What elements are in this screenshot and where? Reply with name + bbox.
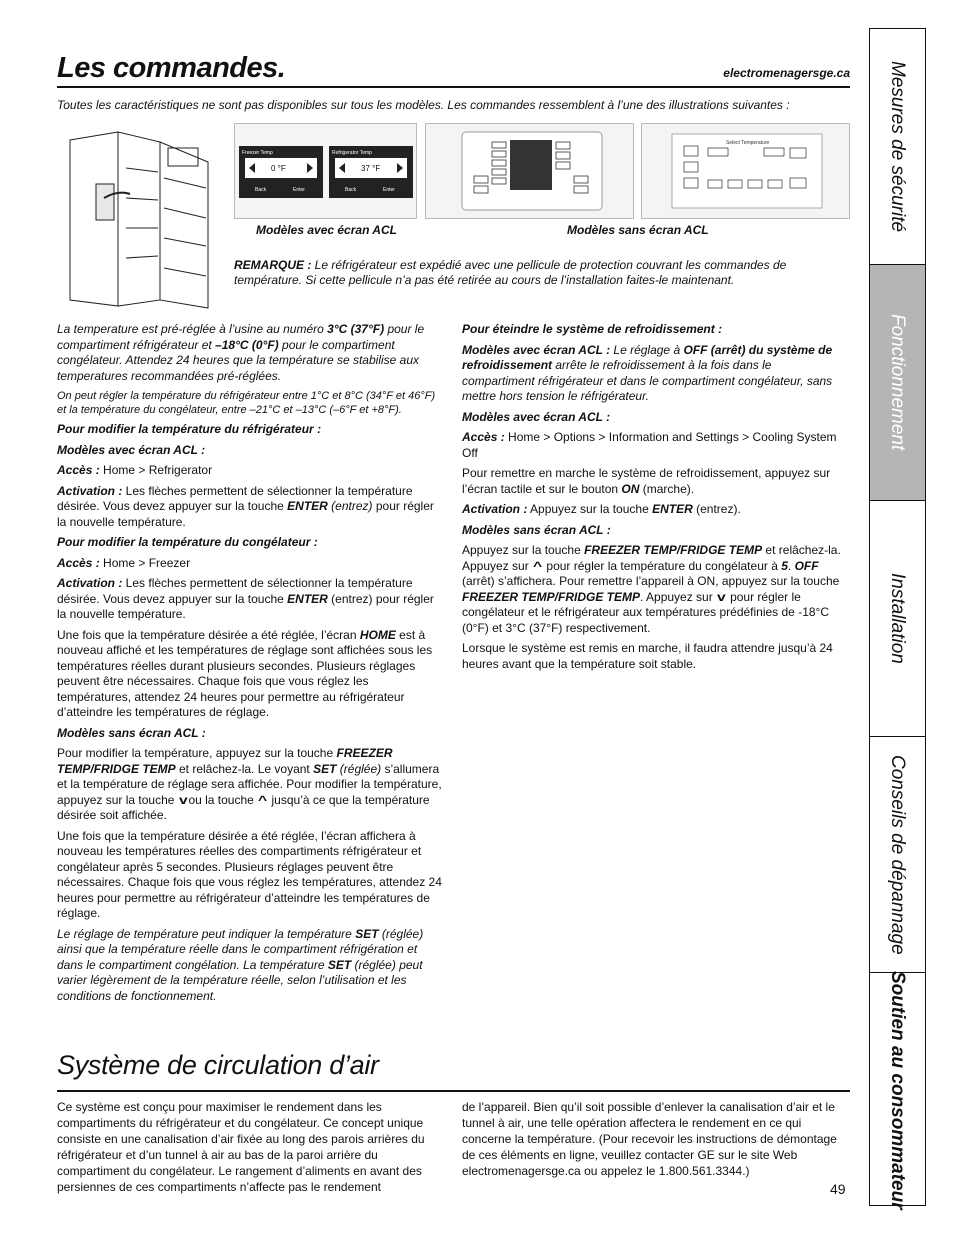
preset-paragraph: La temperature est pré-réglée à l’usine au numéro 3°C (37°F) pour le compartiment réfrigérateur et –18°C (0°F) pour le compartiment congélateur. Attendez 24 heures que la température se stabilise aux temperatures recommandées pré-réglées.: [57, 322, 425, 383]
air-text-right: de l’appareil. Bien qu’il soit possible d’enlever la canalisation d’air et le tunnel à air, une telle opération affectera le rendement en ce qui concerne la température. (Pour recevoir les instructions de démontage de ces éléments en ligne, veuillez contacter GE sur le site Web electromenagersge.ca ou appelez le 1.800.561.3344.): [462, 1100, 837, 1178]
freezer-access: Accès : Home > Freezer: [57, 555, 191, 570]
tab-soutien-au-consommateur[interactable]: Soutien au consommateur: [887, 970, 908, 1210]
caption-no-acl-models: Modèles sans écran ACL: [567, 223, 709, 237]
home-screen-paragraph: Une fois que la température désirée a été réglée, l’écran HOME est à nouveau affiché et les températures de réglage sont affichées sous les températures réelles durant plusieurs secondes. Plusieurs réglages peuvent être nécessaires. Chaque fois que vous réglez les températures, attendez 24 heures pour permettre au réfrigérateur d’atteindre les températures de réglage.: [57, 627, 433, 719]
freezer-heading: Pour modifier la température du congélateur :: [57, 535, 318, 549]
air-section-rule: [57, 1090, 850, 1092]
site-url[interactable]: electromenagersge.ca: [723, 66, 850, 80]
no-acl-paragraph: Pour modifier la température, appuyez sur la touche FREEZER TEMP/FRIDGE TEMP et relâchez-la. Le voyant SET (réglée) s’allumera et la température de réglage sera affichée. Pour modifier la température, appuyez sur la touche vou la touche ^ jusqu’à ce que la température désirée soit affichée.: [57, 746, 442, 822]
fridge-access: Accès : Home > Refrigerator: [57, 463, 213, 477]
range-paragraph: On peut régler la température du réfrigérateur entre 1°C et 8°C (34°F et 46°F) et la température du congélateur, entre –21°C et –13°C (–6°F et +8°F).: [57, 390, 436, 416]
cooling-off-access: Accès : Home > Options > Information and Settings > Cooling System Off: [462, 430, 837, 460]
tab-installation[interactable]: Installation: [870, 501, 925, 737]
caption-acl-models: Modèles avec écran ACL: [256, 223, 397, 237]
acl-fridge-label: Refrigerator Temp: [332, 150, 372, 156]
fridge-activation: Activation : Les flèches permettent de sélectionner la température désirée. Vous devez appuyer sur la touche ENTER (entrez) pour régler la nouvelle température.: [57, 483, 434, 529]
page-title: Les commandes.: [57, 52, 286, 84]
acl-back-label-2: Back: [345, 187, 357, 193]
acl-enter-label: Enter: [293, 187, 305, 193]
tab-conseils-de-depannage[interactable]: Conseils de dépannage: [870, 737, 925, 973]
tab-fonctionnement[interactable]: Fonctionnement: [870, 265, 925, 501]
up-arrow-icon: ^: [258, 792, 268, 807]
acl-freezer-value: 0 °F: [271, 164, 286, 173]
left-column: [57, 322, 445, 1009]
note-text: [234, 258, 794, 288]
cooling-on-paragraph: Pour remettre en marche le système de refroidissement, appuyez sur l’écran tactile et sur le bouton ON (marche).: [462, 466, 831, 496]
no-acl-paragraph-2: Une fois que la température désirée a été réglée, l’écran affichera à nouveau les températures réelles des compartiments réfrigérateur et congélateur après 5 secondes. Plusieurs réglages peuvent être nécessaires. Chaque fois que vous réglez les températures, attendez 24 heures pour permettre au réfrigérateur d’atteindre les températures de réglage.: [57, 828, 442, 920]
select-temperature-label: Select Temperature: [726, 140, 770, 146]
acl-freezer-label: Freezer Temp: [242, 150, 273, 156]
cooling-off-acl-heading: Modèles avec écran ACL :: [462, 409, 611, 424]
cooling-off-heading: Pour éteindre le système de refroidissement :: [462, 322, 723, 336]
air-section-title: Système de circulation d’air: [57, 1050, 379, 1080]
no-acl-control-panel-figure-1: [425, 123, 634, 219]
cooling-no-acl-paragraph: Appuyez sur la touche FREEZER TEMP/FRIDGE TEMP et relâchez-la. Appuyez sur ^ pour régler la température du congélateur à 5. OFF (arrêt) s’affichera. Pour remettre l’appareil à ON, appuyez sur la touche FREEZER TEMP/FRIDGE TEMP. Appuyez sur v pour régler le congélateur et le réfrigérateur aux températures prédéfinies de -18°C (0°F) et 3°C (37°F) respectivement.: [462, 543, 841, 635]
header-rule: [57, 86, 850, 88]
cooling-activation: Activation : Appuyez sur la touche ENTER (entrez).: [462, 502, 741, 516]
down-arrow-icon: v: [178, 792, 188, 807]
acl-enter-label-2: Enter: [383, 187, 395, 193]
acl-control-panel-figure: [234, 123, 417, 219]
acl-back-label: Back: [255, 187, 267, 193]
air-text-left: Ce système est conçu pour maximiser le rendement dans les compartiments du réfrigérateur et du congélateur. Ce concept unique consiste en une canalisation d’air fixée au long des parois arrières du réfrigérateur et d’un tunnel à air au bas de la paroi arrière du compartiment du congélateur. Le rangement d’aliments en avant des persiennes de ces compartiments n’affecte pas le rendement: [57, 1100, 425, 1194]
tab-mesures-de-securite[interactable]: Mesures de sécurité: [870, 29, 925, 265]
fridge-heading: Pour modifier la température du réfrigérateur :: [57, 422, 322, 436]
fridge-acl-subheading: Modèles avec écran ACL :: [57, 442, 206, 457]
restart-paragraph: Lorsque le système est remis en marche, il faudra attendre jusqu’à 24 heures avant que la température soit stable.: [462, 641, 833, 671]
up-arrow-icon: ^: [532, 558, 543, 573]
note-label: REMARQUE :: [234, 258, 312, 272]
right-column: [462, 322, 847, 677]
refrigerator-illustration: [60, 128, 220, 318]
note-body: Le réfrigérateur est expédié avec une pellicule de protection couvrant les commandes de température. Si cette pellicule n’a pas été retirée au cours de l’installation faites-le maintenant.: [234, 258, 787, 287]
intro-text: Toutes les caractéristiques ne sont pas disponibles sur tous les modèles. Les commandes ressemblent à l’une des illustrations suivantes :: [57, 98, 790, 112]
no-acl-control-panel-figure-2: [641, 123, 850, 219]
no-acl-heading: Modèles sans écran ACL :: [57, 725, 206, 740]
set-temperature-paragraph: Le réglage de température peut indiquer la température SET (réglée) ainsi que la température réelle dans le compartiment réfrigération et dans le compartiment congélation. La température SET (réglée) peut varier légèrement de la température réelle, selon l’utilisation et les conditions de fonctionnement.: [57, 926, 424, 1003]
page-number: 49: [830, 1181, 846, 1197]
freezer-activation: Activation : Les flèches permettent de sélectionner la température désirée. Vous devez appuyer sur la touche ENTER (entrez) pour régler la nouvelle température.: [57, 576, 434, 621]
down-arrow-icon: v: [717, 589, 726, 604]
acl-fridge-value: 37 °F: [361, 164, 381, 173]
cooling-no-acl-heading: Modèles sans écran ACL :: [462, 522, 611, 537]
section-tabs: [869, 28, 926, 1210]
cooling-off-acl: Modèles avec écran ACL : Le réglage à OFF (arrêt) du système de refroidissement arrête le refroidissement à la fois dans le compartiment réfrigérateur et dans le compartiment congélateur, sans mettre hors tension le réfrigérateur.: [462, 342, 833, 403]
